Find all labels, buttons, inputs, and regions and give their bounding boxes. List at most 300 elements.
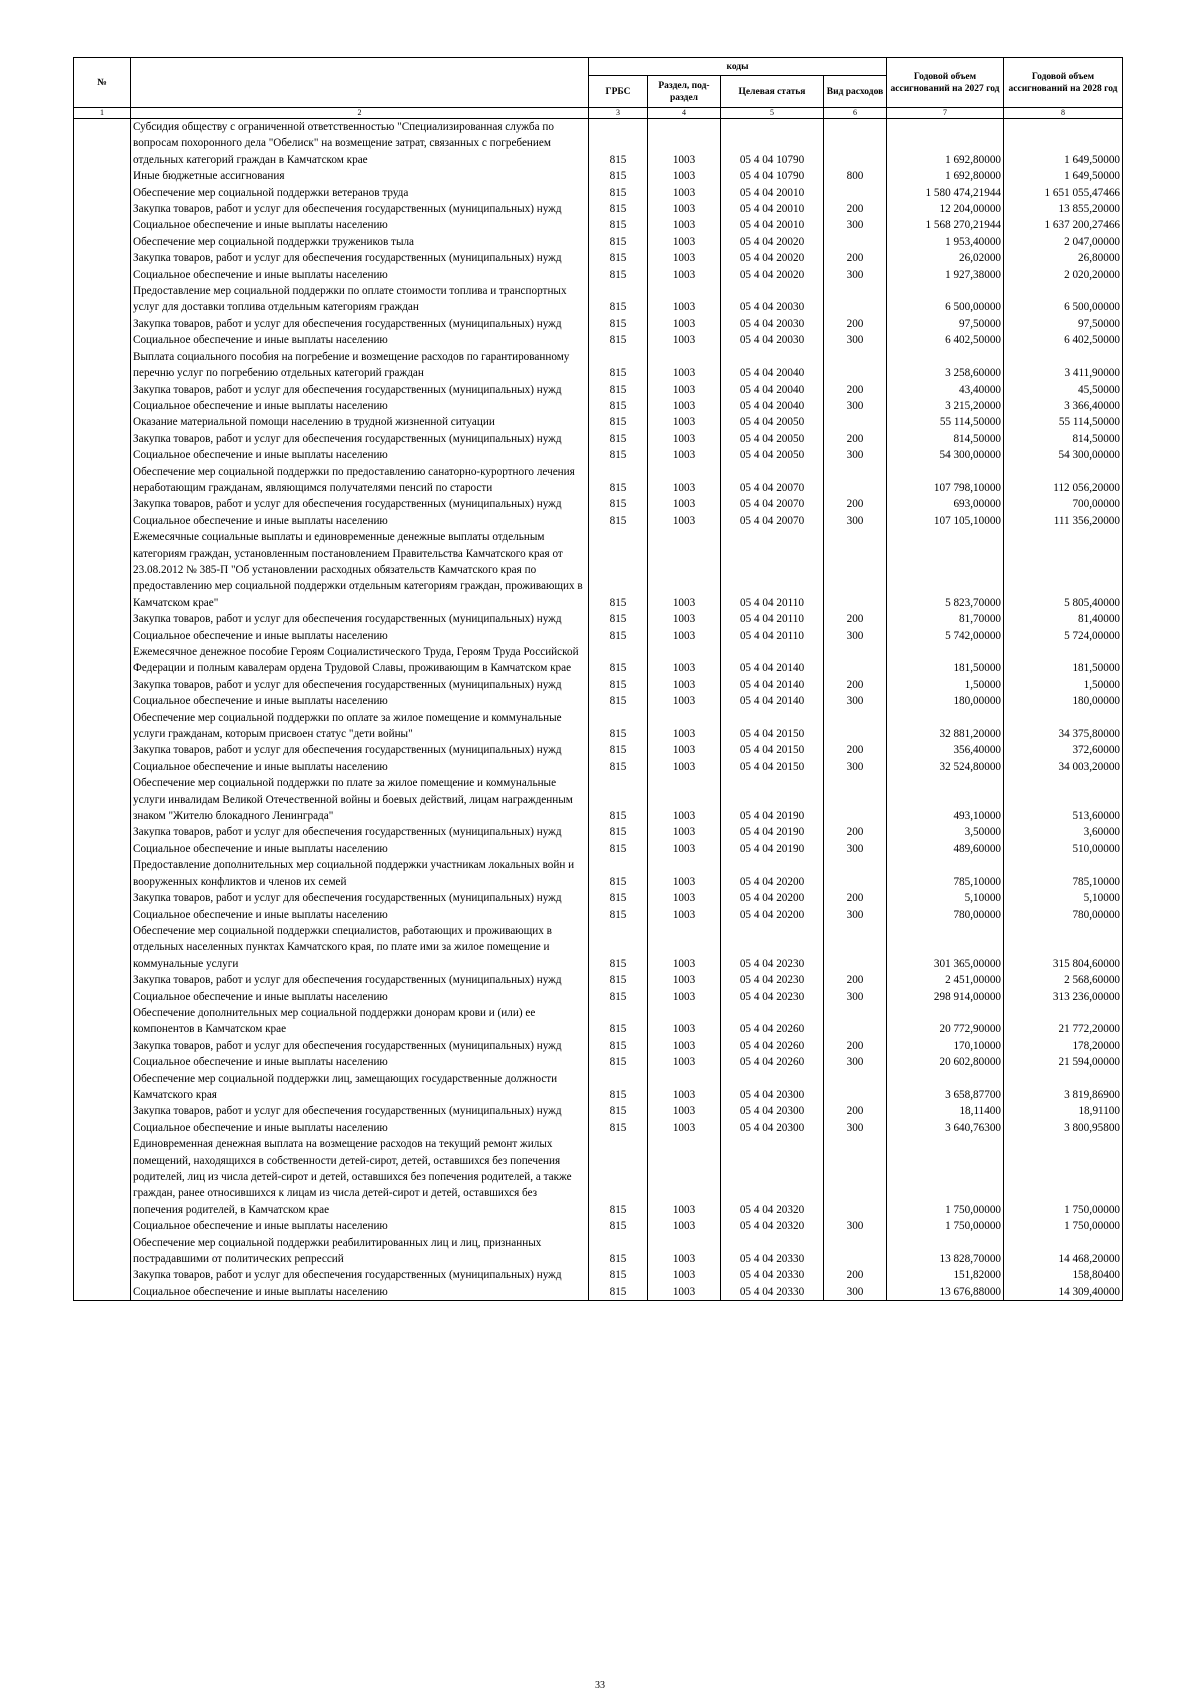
cell-section: 1003 bbox=[648, 1071, 721, 1104]
cell-target: 05 4 04 20140 bbox=[721, 693, 824, 709]
cell-number bbox=[74, 972, 131, 988]
cell-amount-2027: 12 204,00000 bbox=[887, 201, 1004, 217]
cell-name: Социальное обеспечение и иные выплаты населению bbox=[131, 1120, 589, 1136]
cell-expense-type: 300 bbox=[824, 1218, 887, 1234]
cell-expense-type bbox=[824, 644, 887, 677]
cell-number bbox=[74, 414, 131, 430]
cell-amount-2028: 6 500,00000 bbox=[1004, 283, 1123, 316]
cell-number bbox=[74, 250, 131, 266]
cell-amount-2028: 34 003,20000 bbox=[1004, 759, 1123, 775]
cell-expense-type bbox=[824, 1136, 887, 1218]
cell-grbs: 815 bbox=[589, 1120, 648, 1136]
cell-expense-type: 200 bbox=[824, 890, 887, 906]
cell-amount-2028: 513,60000 bbox=[1004, 775, 1123, 824]
table-row bbox=[74, 1038, 1123, 1054]
table-row bbox=[74, 201, 1123, 217]
cell-amount-2028: 814,50000 bbox=[1004, 431, 1123, 447]
cell-amount-2027: 18,11400 bbox=[887, 1103, 1004, 1119]
table-row bbox=[74, 677, 1123, 693]
header-target: Целевая статья bbox=[721, 76, 824, 108]
cell-expense-type: 300 bbox=[824, 693, 887, 709]
cell-expense-type bbox=[824, 1235, 887, 1268]
cell-amount-2027: 13 676,88000 bbox=[887, 1284, 1004, 1301]
cell-section: 1003 bbox=[648, 234, 721, 250]
cell-amount-2027: 32 881,20000 bbox=[887, 710, 1004, 743]
cell-section: 1003 bbox=[648, 398, 721, 414]
table-row bbox=[74, 1103, 1123, 1119]
cell-section: 1003 bbox=[648, 513, 721, 529]
cell-amount-2027: 151,82000 bbox=[887, 1267, 1004, 1283]
cell-section: 1003 bbox=[648, 824, 721, 840]
cell-expense-type: 200 bbox=[824, 824, 887, 840]
table-row bbox=[74, 1071, 1123, 1104]
cell-number bbox=[74, 628, 131, 644]
cell-name: Предоставление дополнительных мер социальной поддержки участникам локальных войн и вооруженных конфликтов и членов их семей bbox=[131, 857, 589, 890]
cell-number bbox=[74, 841, 131, 857]
cell-grbs: 815 bbox=[589, 283, 648, 316]
cell-section: 1003 bbox=[648, 414, 721, 430]
cell-expense-type bbox=[824, 185, 887, 201]
cell-expense-type: 800 bbox=[824, 168, 887, 184]
column-number: 3 bbox=[589, 108, 648, 119]
cell-section: 1003 bbox=[648, 1136, 721, 1218]
cell-amount-2028: 13 855,20000 bbox=[1004, 201, 1123, 217]
cell-section: 1003 bbox=[648, 775, 721, 824]
table-row bbox=[74, 1054, 1123, 1070]
table-header bbox=[74, 58, 1123, 119]
table-row bbox=[74, 332, 1123, 348]
cell-amount-2028: 372,60000 bbox=[1004, 742, 1123, 758]
cell-grbs: 815 bbox=[589, 513, 648, 529]
cell-expense-type: 300 bbox=[824, 1120, 887, 1136]
cell-name: Закупка товаров, работ и услуг для обеспечения государственных (муниципальных) нужд bbox=[131, 201, 589, 217]
cell-grbs: 815 bbox=[589, 972, 648, 988]
cell-number bbox=[74, 1284, 131, 1301]
cell-grbs: 815 bbox=[589, 1136, 648, 1218]
cell-section: 1003 bbox=[648, 1038, 721, 1054]
cell-target: 05 4 04 20190 bbox=[721, 775, 824, 824]
cell-amount-2027: 1 692,80000 bbox=[887, 119, 1004, 169]
cell-number bbox=[74, 332, 131, 348]
cell-grbs: 815 bbox=[589, 841, 648, 857]
cell-expense-type: 200 bbox=[824, 250, 887, 266]
cell-amount-2028: 111 356,20000 bbox=[1004, 513, 1123, 529]
table-row bbox=[74, 1120, 1123, 1136]
cell-amount-2028: 14 309,40000 bbox=[1004, 1284, 1123, 1301]
cell-grbs: 815 bbox=[589, 1284, 648, 1301]
cell-grbs: 815 bbox=[589, 447, 648, 463]
cell-amount-2028: 5 724,00000 bbox=[1004, 628, 1123, 644]
cell-number bbox=[74, 201, 131, 217]
cell-name: Предоставление мер социальной поддержки по оплате стоимости топлива и транспортных услуг для доставки топлива отдельным категориям граждан bbox=[131, 283, 589, 316]
cell-amount-2027: 97,50000 bbox=[887, 316, 1004, 332]
cell-grbs: 815 bbox=[589, 382, 648, 398]
cell-grbs: 815 bbox=[589, 775, 648, 824]
cell-grbs: 815 bbox=[589, 907, 648, 923]
cell-grbs: 815 bbox=[589, 759, 648, 775]
cell-amount-2028: 112 056,20000 bbox=[1004, 464, 1123, 497]
cell-grbs: 815 bbox=[589, 742, 648, 758]
cell-name: Социальное обеспечение и иные выплаты населению bbox=[131, 1054, 589, 1070]
cell-expense-type bbox=[824, 923, 887, 972]
cell-target: 05 4 04 20140 bbox=[721, 644, 824, 677]
cell-amount-2028: 97,50000 bbox=[1004, 316, 1123, 332]
cell-section: 1003 bbox=[648, 1284, 721, 1301]
cell-grbs: 815 bbox=[589, 267, 648, 283]
cell-number bbox=[74, 1218, 131, 1234]
table-row bbox=[74, 250, 1123, 266]
cell-grbs: 815 bbox=[589, 989, 648, 1005]
cell-expense-type bbox=[824, 119, 887, 169]
cell-section: 1003 bbox=[648, 316, 721, 332]
header-grbs: ГРБС bbox=[589, 76, 648, 108]
cell-grbs: 815 bbox=[589, 1103, 648, 1119]
cell-section: 1003 bbox=[648, 907, 721, 923]
cell-name: Иные бюджетные ассигнования bbox=[131, 168, 589, 184]
cell-number bbox=[74, 1136, 131, 1218]
table-row bbox=[74, 447, 1123, 463]
cell-amount-2028: 315 804,60000 bbox=[1004, 923, 1123, 972]
cell-number bbox=[74, 775, 131, 824]
cell-name: Социальное обеспечение и иные выплаты населению bbox=[131, 398, 589, 414]
table-row bbox=[74, 644, 1123, 677]
cell-target: 05 4 04 20230 bbox=[721, 972, 824, 988]
cell-target: 05 4 04 20070 bbox=[721, 513, 824, 529]
cell-expense-type: 200 bbox=[824, 1038, 887, 1054]
cell-amount-2028: 3 800,95800 bbox=[1004, 1120, 1123, 1136]
cell-name: Социальное обеспечение и иные выплаты населению bbox=[131, 693, 589, 709]
cell-target: 05 4 04 20050 bbox=[721, 447, 824, 463]
cell-name: Обеспечение дополнительных мер социальной поддержки донорам крови и (или) ее компонентов в Камчатском крае bbox=[131, 1005, 589, 1038]
cell-number bbox=[74, 1054, 131, 1070]
table-row bbox=[74, 185, 1123, 201]
cell-amount-2028: 21 594,00000 bbox=[1004, 1054, 1123, 1070]
cell-name: Обеспечение мер социальной поддержки лиц, замещающих государственные должности Камчатского края bbox=[131, 1071, 589, 1104]
cell-name: Социальное обеспечение и иные выплаты населению bbox=[131, 989, 589, 1005]
cell-grbs: 815 bbox=[589, 496, 648, 512]
cell-target: 05 4 04 20110 bbox=[721, 628, 824, 644]
cell-grbs: 815 bbox=[589, 1218, 648, 1234]
cell-amount-2028: 5 805,40000 bbox=[1004, 529, 1123, 611]
cell-name: Социальное обеспечение и иные выплаты населению bbox=[131, 267, 589, 283]
cell-section: 1003 bbox=[648, 841, 721, 857]
cell-target: 05 4 04 10790 bbox=[721, 119, 824, 169]
cell-grbs: 815 bbox=[589, 431, 648, 447]
cell-amount-2028: 178,20000 bbox=[1004, 1038, 1123, 1054]
cell-grbs: 815 bbox=[589, 923, 648, 972]
column-number: 4 bbox=[648, 108, 721, 119]
table-row bbox=[74, 119, 1123, 169]
cell-target: 05 4 04 20200 bbox=[721, 857, 824, 890]
cell-expense-type bbox=[824, 1005, 887, 1038]
column-numbers-row bbox=[74, 108, 1123, 119]
table-row bbox=[74, 382, 1123, 398]
cell-section: 1003 bbox=[648, 1218, 721, 1234]
cell-amount-2027: 3 215,20000 bbox=[887, 398, 1004, 414]
cell-grbs: 815 bbox=[589, 677, 648, 693]
cell-grbs: 815 bbox=[589, 217, 648, 233]
cell-expense-type: 300 bbox=[824, 267, 887, 283]
cell-section: 1003 bbox=[648, 447, 721, 463]
cell-number bbox=[74, 857, 131, 890]
cell-expense-type: 300 bbox=[824, 907, 887, 923]
cell-target: 05 4 04 20300 bbox=[721, 1120, 824, 1136]
cell-grbs: 815 bbox=[589, 168, 648, 184]
table-row bbox=[74, 1235, 1123, 1268]
cell-expense-type bbox=[824, 857, 887, 890]
cell-amount-2027: 1,50000 bbox=[887, 677, 1004, 693]
cell-target: 05 4 04 20320 bbox=[721, 1136, 824, 1218]
cell-name: Социальное обеспечение и иные выплаты населению bbox=[131, 332, 589, 348]
cell-amount-2027: 693,00000 bbox=[887, 496, 1004, 512]
cell-target: 05 4 04 20230 bbox=[721, 989, 824, 1005]
cell-target: 05 4 04 20150 bbox=[721, 710, 824, 743]
cell-expense-type bbox=[824, 283, 887, 316]
cell-target: 05 4 04 20050 bbox=[721, 414, 824, 430]
cell-name: Социальное обеспечение и иные выплаты населению bbox=[131, 217, 589, 233]
cell-number bbox=[74, 1005, 131, 1038]
cell-target: 05 4 04 20260 bbox=[721, 1038, 824, 1054]
cell-name: Закупка товаров, работ и услуг для обеспечения государственных (муниципальных) нужд bbox=[131, 972, 589, 988]
cell-target: 05 4 04 20070 bbox=[721, 496, 824, 512]
cell-expense-type: 300 bbox=[824, 332, 887, 348]
cell-amount-2028: 6 402,50000 bbox=[1004, 332, 1123, 348]
cell-amount-2028: 2 047,00000 bbox=[1004, 234, 1123, 250]
table-row bbox=[74, 349, 1123, 382]
table-row bbox=[74, 841, 1123, 857]
cell-grbs: 815 bbox=[589, 234, 648, 250]
cell-amount-2028: 180,00000 bbox=[1004, 693, 1123, 709]
column-number: 7 bbox=[887, 108, 1004, 119]
cell-amount-2027: 180,00000 bbox=[887, 693, 1004, 709]
cell-section: 1003 bbox=[648, 267, 721, 283]
cell-grbs: 815 bbox=[589, 529, 648, 611]
cell-amount-2027: 3 258,60000 bbox=[887, 349, 1004, 382]
cell-grbs: 815 bbox=[589, 1005, 648, 1038]
table-row bbox=[74, 1005, 1123, 1038]
table-row bbox=[74, 611, 1123, 627]
cell-section: 1003 bbox=[648, 349, 721, 382]
cell-section: 1003 bbox=[648, 119, 721, 169]
cell-number bbox=[74, 217, 131, 233]
cell-number bbox=[74, 185, 131, 201]
cell-target: 05 4 04 20190 bbox=[721, 841, 824, 857]
cell-section: 1003 bbox=[648, 431, 721, 447]
cell-expense-type: 300 bbox=[824, 398, 887, 414]
cell-grbs: 815 bbox=[589, 332, 648, 348]
cell-grbs: 815 bbox=[589, 250, 648, 266]
cell-number bbox=[74, 234, 131, 250]
table-row bbox=[74, 923, 1123, 972]
cell-amount-2027: 5,10000 bbox=[887, 890, 1004, 906]
cell-amount-2027: 5 823,70000 bbox=[887, 529, 1004, 611]
cell-section: 1003 bbox=[648, 529, 721, 611]
cell-expense-type: 200 bbox=[824, 382, 887, 398]
cell-amount-2027: 3 640,76300 bbox=[887, 1120, 1004, 1136]
cell-grbs: 815 bbox=[589, 464, 648, 497]
cell-number bbox=[74, 119, 131, 169]
cell-name: Закупка товаров, работ и услуг для обеспечения государственных (муниципальных) нужд bbox=[131, 1038, 589, 1054]
table-row bbox=[74, 989, 1123, 1005]
cell-amount-2028: 2 568,60000 bbox=[1004, 972, 1123, 988]
cell-grbs: 815 bbox=[589, 349, 648, 382]
cell-expense-type: 200 bbox=[824, 201, 887, 217]
cell-target: 05 4 04 20110 bbox=[721, 529, 824, 611]
table-row bbox=[74, 824, 1123, 840]
cell-expense-type: 200 bbox=[824, 972, 887, 988]
cell-name: Социальное обеспечение и иные выплаты населению bbox=[131, 513, 589, 529]
page-number: 33 bbox=[595, 1680, 605, 1691]
cell-expense-type: 300 bbox=[824, 628, 887, 644]
cell-amount-2028: 26,80000 bbox=[1004, 250, 1123, 266]
cell-number bbox=[74, 1071, 131, 1104]
header-name bbox=[131, 58, 589, 108]
cell-name: Социальное обеспечение и иные выплаты населению bbox=[131, 628, 589, 644]
table-row bbox=[74, 759, 1123, 775]
cell-expense-type: 300 bbox=[824, 1054, 887, 1070]
cell-amount-2028: 1 750,00000 bbox=[1004, 1136, 1123, 1218]
cell-name: Выплата социального пособия на погребение и возмещение расходов по гарантированному перечню услуг по погребению отдельных категорий граждан bbox=[131, 349, 589, 382]
cell-amount-2028: 45,50000 bbox=[1004, 382, 1123, 398]
cell-amount-2028: 700,00000 bbox=[1004, 496, 1123, 512]
cell-target: 05 4 04 20070 bbox=[721, 464, 824, 497]
cell-target: 05 4 04 20010 bbox=[721, 217, 824, 233]
cell-grbs: 815 bbox=[589, 890, 648, 906]
cell-amount-2027: 20 602,80000 bbox=[887, 1054, 1004, 1070]
cell-name: Закупка товаров, работ и услуг для обеспечения государственных (муниципальных) нужд bbox=[131, 431, 589, 447]
cell-number bbox=[74, 693, 131, 709]
cell-name: Закупка товаров, работ и услуг для обеспечения государственных (муниципальных) нужд bbox=[131, 496, 589, 512]
cell-target: 05 4 04 20010 bbox=[721, 201, 824, 217]
cell-section: 1003 bbox=[648, 1235, 721, 1268]
cell-amount-2027: 6 500,00000 bbox=[887, 283, 1004, 316]
cell-amount-2028: 158,80400 bbox=[1004, 1267, 1123, 1283]
cell-amount-2027: 13 828,70000 bbox=[887, 1235, 1004, 1268]
column-number: 5 bbox=[721, 108, 824, 119]
cell-expense-type bbox=[824, 775, 887, 824]
cell-expense-type: 300 bbox=[824, 447, 887, 463]
cell-target: 05 4 04 20260 bbox=[721, 1005, 824, 1038]
table-row bbox=[74, 1284, 1123, 1301]
cell-name: Социальное обеспечение и иные выплаты населению bbox=[131, 759, 589, 775]
cell-grbs: 815 bbox=[589, 1235, 648, 1268]
cell-section: 1003 bbox=[648, 742, 721, 758]
table-row bbox=[74, 775, 1123, 824]
cell-number bbox=[74, 168, 131, 184]
cell-target: 05 4 04 20140 bbox=[721, 677, 824, 693]
cell-amount-2028: 1,50000 bbox=[1004, 677, 1123, 693]
cell-name: Единовременная денежная выплата на возмещение расходов на текущий ремонт жилых помещений, находящихся в собственности детей-сирот, детей, оставшихся без попечения родителей, лиц из числа детей-сирот и детей, оставшихся без попечения родителей, а также граждан, ранее относившихся к лицам из числа детей-сирот и детей, оставшихся без попечения родителей, в Камчатском крае bbox=[131, 1136, 589, 1218]
table-row bbox=[74, 414, 1123, 430]
cell-target: 05 4 04 20010 bbox=[721, 185, 824, 201]
cell-number bbox=[74, 923, 131, 972]
cell-amount-2027: 20 772,90000 bbox=[887, 1005, 1004, 1038]
cell-amount-2028: 55 114,50000 bbox=[1004, 414, 1123, 430]
cell-number bbox=[74, 267, 131, 283]
table-row bbox=[74, 398, 1123, 414]
cell-target: 05 4 04 20260 bbox=[721, 1054, 824, 1070]
cell-amount-2028: 34 375,80000 bbox=[1004, 710, 1123, 743]
cell-amount-2028: 1 649,50000 bbox=[1004, 168, 1123, 184]
cell-amount-2027: 1 580 474,21944 bbox=[887, 185, 1004, 201]
cell-name: Обеспечение мер социальной поддержки по оплате за жилое помещение и коммунальные услуги гражданам, которым присвоен статус "дети войны" bbox=[131, 710, 589, 743]
cell-number bbox=[74, 907, 131, 923]
cell-section: 1003 bbox=[648, 217, 721, 233]
cell-grbs: 815 bbox=[589, 1071, 648, 1104]
cell-name: Социальное обеспечение и иные выплаты населению bbox=[131, 1218, 589, 1234]
cell-amount-2027: 107 798,10000 bbox=[887, 464, 1004, 497]
cell-expense-type: 200 bbox=[824, 1267, 887, 1283]
cell-section: 1003 bbox=[648, 283, 721, 316]
cell-target: 05 4 04 20040 bbox=[721, 398, 824, 414]
cell-amount-2027: 298 914,00000 bbox=[887, 989, 1004, 1005]
cell-expense-type: 200 bbox=[824, 496, 887, 512]
cell-amount-2027: 1 568 270,21944 bbox=[887, 217, 1004, 233]
cell-name: Субсидия обществу с ограниченной ответственностью "Специализированная служба по вопросам похоронного дела "Обелиск" на возмещение затрат, связанных с погребением отдельных категорий граждан в Камчатском крае bbox=[131, 119, 589, 169]
cell-amount-2027: 489,60000 bbox=[887, 841, 1004, 857]
cell-grbs: 815 bbox=[589, 710, 648, 743]
cell-section: 1003 bbox=[648, 185, 721, 201]
cell-expense-type: 200 bbox=[824, 316, 887, 332]
cell-amount-2027: 26,02000 bbox=[887, 250, 1004, 266]
cell-number bbox=[74, 1120, 131, 1136]
cell-section: 1003 bbox=[648, 857, 721, 890]
cell-expense-type: 200 bbox=[824, 611, 887, 627]
cell-grbs: 815 bbox=[589, 824, 648, 840]
table-row bbox=[74, 628, 1123, 644]
table-row bbox=[74, 710, 1123, 743]
table-row bbox=[74, 283, 1123, 316]
cell-name: Закупка товаров, работ и услуг для обеспечения государственных (муниципальных) нужд bbox=[131, 611, 589, 627]
cell-name: Ежемесячные социальные выплаты и единовременные денежные выплаты отдельным категориям граждан, установленным постановлением Правительства Камчатского края от 23.08.2012 № 385-П "Об установлении расходных обязательств Камчатского края по предоставлению мер социальной поддержки отдельным категориям граждан, проживающих в Камчатском крае" bbox=[131, 529, 589, 611]
cell-amount-2027: 107 105,10000 bbox=[887, 513, 1004, 529]
cell-name: Социальное обеспечение и иные выплаты населению bbox=[131, 907, 589, 923]
cell-amount-2027: 6 402,50000 bbox=[887, 332, 1004, 348]
cell-number bbox=[74, 644, 131, 677]
table-row bbox=[74, 907, 1123, 923]
cell-name: Социальное обеспечение и иные выплаты населению bbox=[131, 1284, 589, 1301]
cell-grbs: 815 bbox=[589, 628, 648, 644]
cell-expense-type: 200 bbox=[824, 677, 887, 693]
cell-amount-2028: 3 411,90000 bbox=[1004, 349, 1123, 382]
cell-expense-type: 300 bbox=[824, 759, 887, 775]
cell-section: 1003 bbox=[648, 759, 721, 775]
table-row bbox=[74, 267, 1123, 283]
cell-amount-2027: 1 750,00000 bbox=[887, 1136, 1004, 1218]
cell-grbs: 815 bbox=[589, 316, 648, 332]
cell-number bbox=[74, 529, 131, 611]
cell-name: Оказание материальной помощи населению в трудной жизненной ситуации bbox=[131, 414, 589, 430]
table-row bbox=[74, 496, 1123, 512]
cell-name: Закупка товаров, работ и услуг для обеспечения государственных (муниципальных) нужд bbox=[131, 250, 589, 266]
cell-number bbox=[74, 1267, 131, 1283]
cell-name: Обеспечение мер социальной поддержки по плате за жилое помещение и коммунальные услуги инвалидам Великой Отечественной войны и боевых действий, лицам награжденным знаком "Жителю блокадного Ленинграда" bbox=[131, 775, 589, 824]
cell-name: Ежемесячное денежное пособие Героям Социалистического Труда, Героям Труда Российской Федерации и полным кавалерам ордена Трудовой Славы, проживающим в Камчатском крае bbox=[131, 644, 589, 677]
cell-number bbox=[74, 611, 131, 627]
cell-section: 1003 bbox=[648, 496, 721, 512]
cell-section: 1003 bbox=[648, 250, 721, 266]
cell-amount-2028: 1 649,50000 bbox=[1004, 119, 1123, 169]
column-number: 6 bbox=[824, 108, 887, 119]
cell-grbs: 815 bbox=[589, 693, 648, 709]
table-row bbox=[74, 234, 1123, 250]
cell-amount-2028: 785,10000 bbox=[1004, 857, 1123, 890]
cell-number bbox=[74, 283, 131, 316]
cell-amount-2028: 1 750,00000 bbox=[1004, 1218, 1123, 1234]
header-year-2027: Годовой объем ассигнований на 2027 год bbox=[887, 58, 1004, 108]
cell-name: Обеспечение мер социальной поддержки специалистов, работающих и проживающих в отдельных населенных пунктах Камчатского края, по плате ими за жилое помещение и коммунальные услуги bbox=[131, 923, 589, 972]
cell-expense-type: 200 bbox=[824, 742, 887, 758]
